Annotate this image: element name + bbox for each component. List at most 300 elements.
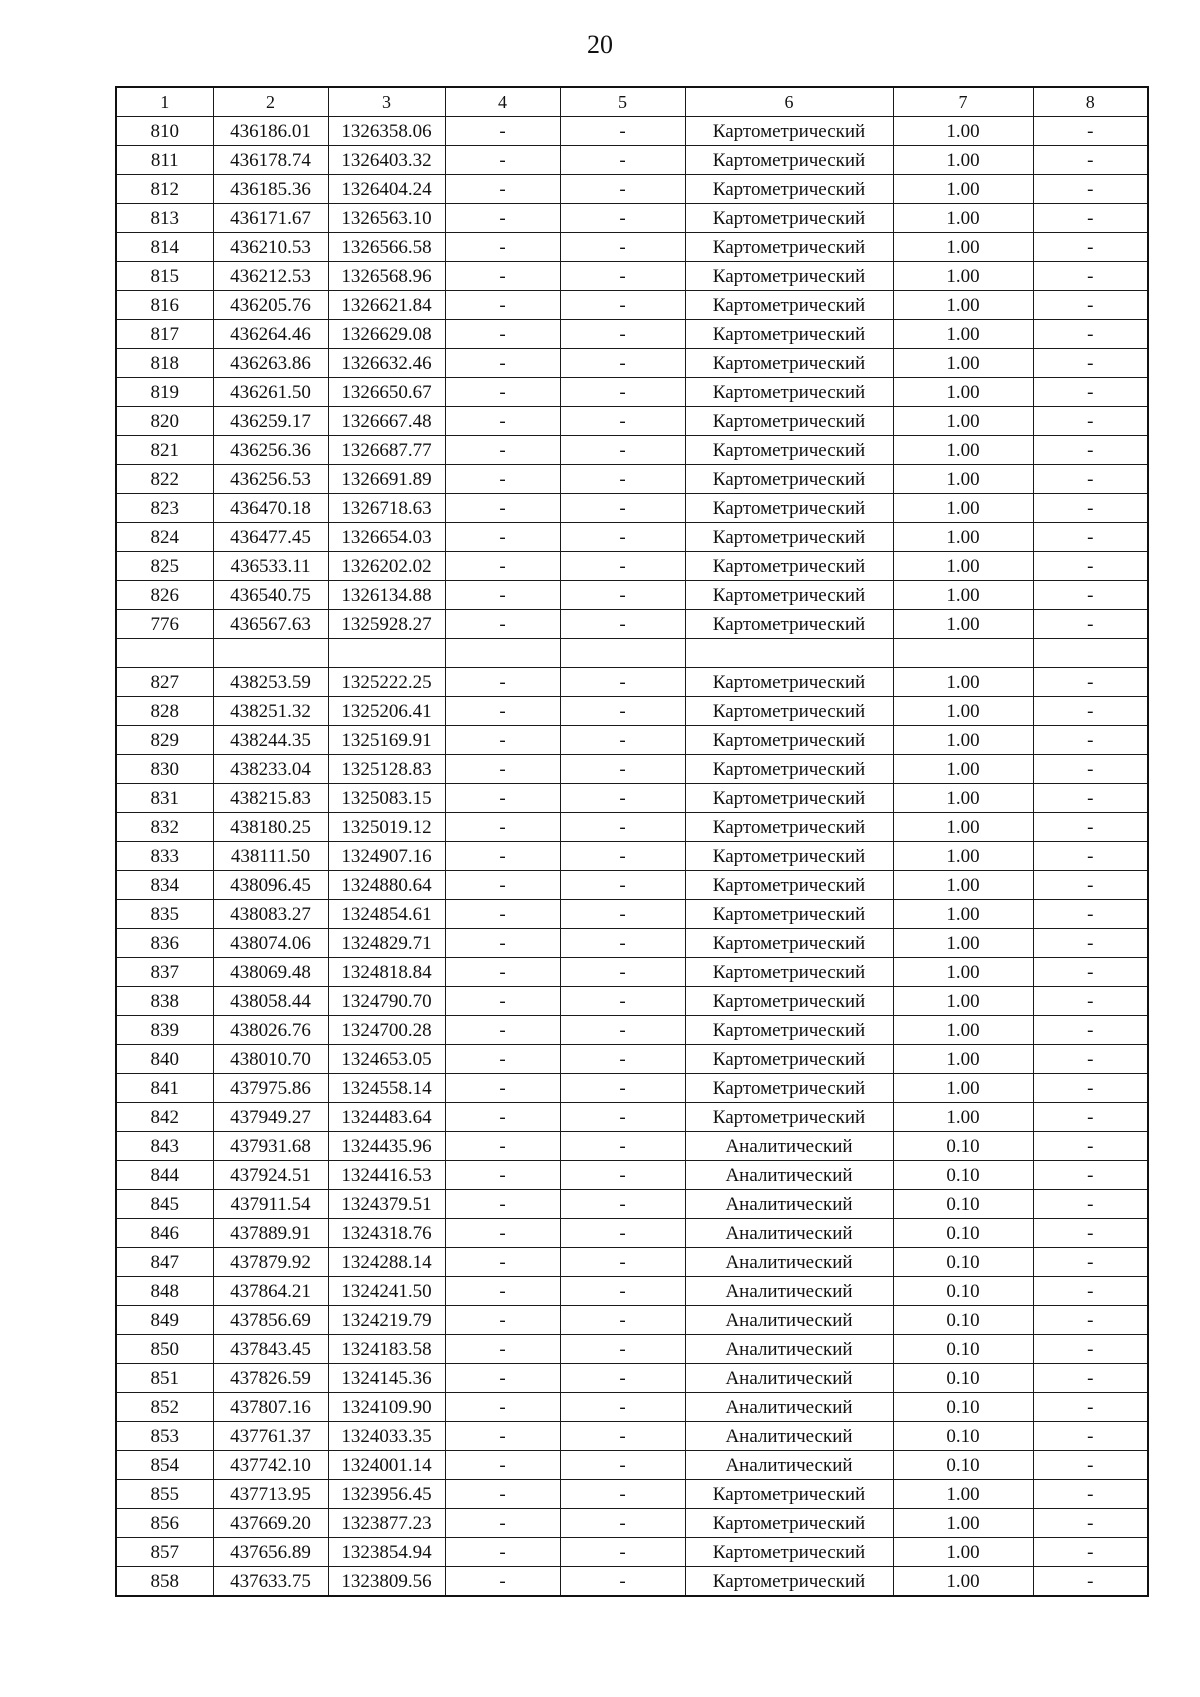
table-cell: - bbox=[1033, 1335, 1148, 1364]
table-cell: 1.00 bbox=[893, 291, 1033, 320]
table-cell: 0.10 bbox=[893, 1364, 1033, 1393]
table-cell: 1.00 bbox=[893, 262, 1033, 291]
table-cell: 0.10 bbox=[893, 1422, 1033, 1451]
table-cell: 438074.06 bbox=[213, 929, 328, 958]
table-cell: - bbox=[1033, 755, 1148, 784]
table-cell: 814 bbox=[116, 233, 213, 262]
table-row bbox=[116, 494, 1148, 523]
table-row bbox=[116, 1016, 1148, 1045]
table-row bbox=[116, 436, 1148, 465]
table-cell: 1.00 bbox=[893, 465, 1033, 494]
table-cell: - bbox=[560, 233, 685, 262]
table-cell: Картометрический bbox=[685, 378, 893, 407]
table-cell: - bbox=[1033, 1422, 1148, 1451]
table-cell: 1.00 bbox=[893, 320, 1033, 349]
table-row bbox=[116, 1045, 1148, 1074]
table-row bbox=[116, 349, 1148, 378]
table-row bbox=[116, 1451, 1148, 1480]
table-cell: 1.00 bbox=[893, 494, 1033, 523]
table-cell: 1324435.96 bbox=[328, 1132, 445, 1161]
table-cell: Аналитический bbox=[685, 1335, 893, 1364]
table-cell: - bbox=[1033, 494, 1148, 523]
table-cell: - bbox=[560, 610, 685, 639]
table-cell: - bbox=[1033, 610, 1148, 639]
table-row bbox=[116, 1538, 1148, 1567]
table-cell: 0.10 bbox=[893, 1219, 1033, 1248]
table-cell: - bbox=[560, 146, 685, 175]
table-cell: 1326621.84 bbox=[328, 291, 445, 320]
table-cell: 436178.74 bbox=[213, 146, 328, 175]
table-cell: - bbox=[1033, 117, 1148, 146]
table-cell bbox=[445, 639, 560, 668]
table-cell: Картометрический bbox=[685, 1480, 893, 1509]
table-cell: Картометрический bbox=[685, 494, 893, 523]
table-cell: 1324109.90 bbox=[328, 1393, 445, 1422]
table-cell: 436264.46 bbox=[213, 320, 328, 349]
table-cell: 1.00 bbox=[893, 1509, 1033, 1538]
table-cell: - bbox=[1033, 233, 1148, 262]
table-cell: 437713.95 bbox=[213, 1480, 328, 1509]
table-cell: 1324219.79 bbox=[328, 1306, 445, 1335]
table-cell: 436256.36 bbox=[213, 436, 328, 465]
table-cell: 812 bbox=[116, 175, 213, 204]
table-cell: - bbox=[445, 900, 560, 929]
table-cell: 1326403.32 bbox=[328, 146, 445, 175]
table-cell: - bbox=[560, 900, 685, 929]
table-cell: - bbox=[1033, 1016, 1148, 1045]
table-row bbox=[116, 233, 1148, 262]
table-cell: - bbox=[560, 436, 685, 465]
table-cell: 436259.17 bbox=[213, 407, 328, 436]
table-cell: 1326629.08 bbox=[328, 320, 445, 349]
table-cell: 437826.59 bbox=[213, 1364, 328, 1393]
table-cell: 437807.16 bbox=[213, 1393, 328, 1422]
table-cell: - bbox=[1033, 1364, 1148, 1393]
table-cell: 1324318.76 bbox=[328, 1219, 445, 1248]
table-cell: - bbox=[560, 117, 685, 146]
table-cell: 1.00 bbox=[893, 697, 1033, 726]
table-cell: - bbox=[560, 1451, 685, 1480]
table-cell: - bbox=[1033, 291, 1148, 320]
table-cell: 1324033.35 bbox=[328, 1422, 445, 1451]
table-cell: - bbox=[445, 755, 560, 784]
table-cell: 1326691.89 bbox=[328, 465, 445, 494]
table-cell: 0.10 bbox=[893, 1451, 1033, 1480]
table-cell: - bbox=[1033, 1161, 1148, 1190]
table-cell: 1326650.67 bbox=[328, 378, 445, 407]
table-cell: Аналитический bbox=[685, 1161, 893, 1190]
table-cell: - bbox=[1033, 465, 1148, 494]
table-cell: 829 bbox=[116, 726, 213, 755]
table-cell: 1.00 bbox=[893, 581, 1033, 610]
table-cell: 1324379.51 bbox=[328, 1190, 445, 1219]
table-cell: 1324483.64 bbox=[328, 1103, 445, 1132]
table-cell: - bbox=[560, 755, 685, 784]
table-cell: 853 bbox=[116, 1422, 213, 1451]
table-cell: 438215.83 bbox=[213, 784, 328, 813]
table-cell: Картометрический bbox=[685, 552, 893, 581]
table-cell: - bbox=[445, 958, 560, 987]
table-cell: 836 bbox=[116, 929, 213, 958]
table-cell: 1.00 bbox=[893, 552, 1033, 581]
table-cell bbox=[116, 639, 213, 668]
table-cell: 1324818.84 bbox=[328, 958, 445, 987]
table-cell: Картометрический bbox=[685, 929, 893, 958]
table-cell: 1.00 bbox=[893, 1480, 1033, 1509]
table-cell: 1.00 bbox=[893, 987, 1033, 1016]
table-cell: 1324653.05 bbox=[328, 1045, 445, 1074]
table-cell: Аналитический bbox=[685, 1132, 893, 1161]
table-cell: 837 bbox=[116, 958, 213, 987]
table-row bbox=[116, 175, 1148, 204]
table-cell: 1323956.45 bbox=[328, 1480, 445, 1509]
table-cell: - bbox=[560, 175, 685, 204]
table-cell: 846 bbox=[116, 1219, 213, 1248]
table-cell: 436171.67 bbox=[213, 204, 328, 233]
table-cell: 1.00 bbox=[893, 958, 1033, 987]
table-cell: - bbox=[445, 175, 560, 204]
table-cell: - bbox=[1033, 784, 1148, 813]
table-cell: 1324829.71 bbox=[328, 929, 445, 958]
table-cell: 855 bbox=[116, 1480, 213, 1509]
table-row bbox=[116, 900, 1148, 929]
table-cell: - bbox=[1033, 900, 1148, 929]
page-number: 20 bbox=[587, 30, 613, 59]
table-cell: 1326202.02 bbox=[328, 552, 445, 581]
table-row bbox=[116, 1422, 1148, 1451]
table-cell: - bbox=[560, 494, 685, 523]
table-cell: Картометрический bbox=[685, 1538, 893, 1567]
table-cell bbox=[1033, 639, 1148, 668]
table-cell: Картометрический bbox=[685, 987, 893, 1016]
table-cell: 437633.75 bbox=[213, 1567, 328, 1597]
table-cell: - bbox=[560, 1103, 685, 1132]
table-cell: 840 bbox=[116, 1045, 213, 1074]
table-cell: - bbox=[1033, 1074, 1148, 1103]
table-cell: - bbox=[1033, 349, 1148, 378]
table-cell: 1.00 bbox=[893, 755, 1033, 784]
table-cell bbox=[328, 639, 445, 668]
table-cell: 1.00 bbox=[893, 842, 1033, 871]
table-cell: - bbox=[560, 1190, 685, 1219]
table-cell: 832 bbox=[116, 813, 213, 842]
table-cell: 1.00 bbox=[893, 1074, 1033, 1103]
table-row bbox=[116, 813, 1148, 842]
table-cell: 1.00 bbox=[893, 900, 1033, 929]
table-cell: - bbox=[1033, 436, 1148, 465]
table-cell: - bbox=[560, 987, 685, 1016]
table-cell: 438233.04 bbox=[213, 755, 328, 784]
table-cell: 1.00 bbox=[893, 523, 1033, 552]
table-cell: 0.10 bbox=[893, 1248, 1033, 1277]
table-cell: - bbox=[560, 1480, 685, 1509]
table-row bbox=[116, 378, 1148, 407]
table-cell: 1.00 bbox=[893, 1538, 1033, 1567]
table-cell: - bbox=[445, 842, 560, 871]
table-cell: Аналитический bbox=[685, 1364, 893, 1393]
table-cell: 1324241.50 bbox=[328, 1277, 445, 1306]
table-cell: Картометрический bbox=[685, 146, 893, 175]
table-cell: 848 bbox=[116, 1277, 213, 1306]
table-row bbox=[116, 146, 1148, 175]
table-cell: 850 bbox=[116, 1335, 213, 1364]
table-cell: - bbox=[445, 581, 560, 610]
table-cell: 1.00 bbox=[893, 1016, 1033, 1045]
column-header-6: 6 bbox=[685, 87, 893, 117]
table-cell: - bbox=[1033, 1277, 1148, 1306]
table-cell: Картометрический bbox=[685, 813, 893, 842]
table-cell: - bbox=[445, 1277, 560, 1306]
table-row bbox=[116, 755, 1148, 784]
column-header-4: 4 bbox=[445, 87, 560, 117]
table-cell: - bbox=[445, 1306, 560, 1335]
table-cell: - bbox=[560, 726, 685, 755]
table-cell: 1325206.41 bbox=[328, 697, 445, 726]
table-cell: 851 bbox=[116, 1364, 213, 1393]
table-cell: 1324001.14 bbox=[328, 1451, 445, 1480]
table-cell: 1.00 bbox=[893, 233, 1033, 262]
table-cell: - bbox=[560, 871, 685, 900]
table-cell: 1.00 bbox=[893, 436, 1033, 465]
column-header-7: 7 bbox=[893, 87, 1033, 117]
table-row bbox=[116, 1480, 1148, 1509]
table-cell: 438244.35 bbox=[213, 726, 328, 755]
table-row bbox=[116, 117, 1148, 146]
table-cell: 1326358.06 bbox=[328, 117, 445, 146]
table-cell: 1326667.48 bbox=[328, 407, 445, 436]
table-cell: Аналитический bbox=[685, 1277, 893, 1306]
table-cell: 1324790.70 bbox=[328, 987, 445, 1016]
table-cell: - bbox=[560, 1335, 685, 1364]
table-cell: 436533.11 bbox=[213, 552, 328, 581]
table-cell: 1324700.28 bbox=[328, 1016, 445, 1045]
table-cell: - bbox=[560, 958, 685, 987]
table-row bbox=[116, 1364, 1148, 1393]
table-row bbox=[116, 871, 1148, 900]
table-cell: Картометрический bbox=[685, 610, 893, 639]
table-cell: 847 bbox=[116, 1248, 213, 1277]
table-row bbox=[116, 987, 1148, 1016]
table-cell: - bbox=[1033, 1393, 1148, 1422]
table-row bbox=[116, 320, 1148, 349]
table-cell: 436261.50 bbox=[213, 378, 328, 407]
table-cell: - bbox=[445, 1103, 560, 1132]
table-cell: 436212.53 bbox=[213, 262, 328, 291]
table-cell: 1326134.88 bbox=[328, 581, 445, 610]
table-cell: - bbox=[1033, 1248, 1148, 1277]
table-cell: Картометрический bbox=[685, 436, 893, 465]
table-cell: 1.00 bbox=[893, 1567, 1033, 1597]
column-header-2: 2 bbox=[213, 87, 328, 117]
table-cell: - bbox=[445, 1074, 560, 1103]
table-cell: - bbox=[1033, 1451, 1148, 1480]
column-header-5: 5 bbox=[560, 87, 685, 117]
table-cell: 436205.76 bbox=[213, 291, 328, 320]
table-cell: 437761.37 bbox=[213, 1422, 328, 1451]
table-cell: - bbox=[445, 1219, 560, 1248]
table-cell: 1325019.12 bbox=[328, 813, 445, 842]
table-cell: 1323877.23 bbox=[328, 1509, 445, 1538]
table-cell: Картометрический bbox=[685, 117, 893, 146]
table-cell: - bbox=[560, 407, 685, 436]
table-cell: - bbox=[560, 1219, 685, 1248]
table-cell: 438251.32 bbox=[213, 697, 328, 726]
table-cell: 1.00 bbox=[893, 929, 1033, 958]
table-cell: 828 bbox=[116, 697, 213, 726]
table-cell: Аналитический bbox=[685, 1451, 893, 1480]
table-cell: 438010.70 bbox=[213, 1045, 328, 1074]
table-cell: - bbox=[1033, 146, 1148, 175]
table-cell: Картометрический bbox=[685, 668, 893, 697]
table-cell: 854 bbox=[116, 1451, 213, 1480]
table-cell: Картометрический bbox=[685, 1045, 893, 1074]
table-cell: - bbox=[560, 1132, 685, 1161]
table-row bbox=[116, 1219, 1148, 1248]
column-header-1: 1 bbox=[116, 87, 213, 117]
table-cell: - bbox=[445, 1538, 560, 1567]
table-cell: 1.00 bbox=[893, 349, 1033, 378]
table-cell: - bbox=[560, 320, 685, 349]
table-cell: 437889.91 bbox=[213, 1219, 328, 1248]
table-cell: 1.00 bbox=[893, 204, 1033, 233]
table-cell: Картометрический bbox=[685, 1567, 893, 1597]
table-cell: Аналитический bbox=[685, 1190, 893, 1219]
table-cell: 813 bbox=[116, 204, 213, 233]
table-cell: 1326654.03 bbox=[328, 523, 445, 552]
table-cell: 826 bbox=[116, 581, 213, 610]
table-cell: 824 bbox=[116, 523, 213, 552]
table-cell: - bbox=[1033, 929, 1148, 958]
table-cell: 1323854.94 bbox=[328, 1538, 445, 1567]
table-cell: 858 bbox=[116, 1567, 213, 1597]
table-cell: 0.10 bbox=[893, 1161, 1033, 1190]
table-cell: 437949.27 bbox=[213, 1103, 328, 1132]
table-cell: - bbox=[445, 1567, 560, 1597]
table-row bbox=[116, 291, 1148, 320]
table-cell: 438096.45 bbox=[213, 871, 328, 900]
table-cell: 1326563.10 bbox=[328, 204, 445, 233]
table-cell: 1324288.14 bbox=[328, 1248, 445, 1277]
table-cell: - bbox=[1033, 1045, 1148, 1074]
table-cell: 818 bbox=[116, 349, 213, 378]
table-cell: - bbox=[560, 813, 685, 842]
table-cell: 1326566.58 bbox=[328, 233, 445, 262]
table-cell: Картометрический bbox=[685, 697, 893, 726]
table-cell: - bbox=[445, 1393, 560, 1422]
table-cell: 1.00 bbox=[893, 146, 1033, 175]
table-cell: 1325169.91 bbox=[328, 726, 445, 755]
table-cell: Картометрический bbox=[685, 204, 893, 233]
table-cell: 834 bbox=[116, 871, 213, 900]
table-cell: - bbox=[445, 813, 560, 842]
table-cell: - bbox=[1033, 1538, 1148, 1567]
table-cell: - bbox=[445, 1364, 560, 1393]
table-cell: 1325222.25 bbox=[328, 668, 445, 697]
table-cell: - bbox=[445, 552, 560, 581]
table-body bbox=[116, 117, 1148, 1597]
table-cell: 833 bbox=[116, 842, 213, 871]
table-cell: - bbox=[445, 1016, 560, 1045]
table-row bbox=[116, 1132, 1148, 1161]
table-cell: 845 bbox=[116, 1190, 213, 1219]
table-cell: 0.10 bbox=[893, 1190, 1033, 1219]
table-cell: 844 bbox=[116, 1161, 213, 1190]
table-cell: Картометрический bbox=[685, 291, 893, 320]
table-cell: 436540.75 bbox=[213, 581, 328, 610]
table-cell: 1.00 bbox=[893, 726, 1033, 755]
table-cell: 1.00 bbox=[893, 1045, 1033, 1074]
table-cell: - bbox=[560, 291, 685, 320]
table-cell: - bbox=[445, 1451, 560, 1480]
table-row bbox=[116, 842, 1148, 871]
table-cell: - bbox=[445, 987, 560, 1016]
table-cell: 437931.68 bbox=[213, 1132, 328, 1161]
table-cell: - bbox=[560, 523, 685, 552]
table-cell bbox=[560, 639, 685, 668]
table-cell: 815 bbox=[116, 262, 213, 291]
table-cell: 817 bbox=[116, 320, 213, 349]
table-cell: - bbox=[445, 1509, 560, 1538]
table-cell: 438111.50 bbox=[213, 842, 328, 871]
table-cell: - bbox=[560, 204, 685, 233]
table-cell: 1.00 bbox=[893, 378, 1033, 407]
table-cell: 1324145.36 bbox=[328, 1364, 445, 1393]
table-cell: Картометрический bbox=[685, 262, 893, 291]
table-cell: Картометрический bbox=[685, 1509, 893, 1538]
coordinates-table bbox=[115, 86, 1149, 1597]
table-cell: 0.10 bbox=[893, 1277, 1033, 1306]
table-cell: - bbox=[445, 378, 560, 407]
table-cell: 1325128.83 bbox=[328, 755, 445, 784]
table-cell: Картометрический bbox=[685, 842, 893, 871]
table-cell: - bbox=[445, 523, 560, 552]
table-cell: - bbox=[560, 1074, 685, 1103]
table-cell: 0.10 bbox=[893, 1393, 1033, 1422]
table-cell: - bbox=[1033, 726, 1148, 755]
table-cell: Картометрический bbox=[685, 320, 893, 349]
table-row bbox=[116, 1074, 1148, 1103]
table-cell: 827 bbox=[116, 668, 213, 697]
table-row bbox=[116, 204, 1148, 233]
table-cell: 437656.89 bbox=[213, 1538, 328, 1567]
table-row bbox=[116, 262, 1148, 291]
table-cell: 436263.86 bbox=[213, 349, 328, 378]
table-cell: - bbox=[560, 1538, 685, 1567]
table-cell: 1326404.24 bbox=[328, 175, 445, 204]
table-cell: 436210.53 bbox=[213, 233, 328, 262]
table-cell: - bbox=[445, 784, 560, 813]
table-cell: - bbox=[445, 262, 560, 291]
table-cell: - bbox=[445, 726, 560, 755]
table-cell: - bbox=[445, 407, 560, 436]
table-cell bbox=[213, 639, 328, 668]
table-cell: - bbox=[445, 494, 560, 523]
table-cell: 1326718.63 bbox=[328, 494, 445, 523]
table-cell: - bbox=[560, 1422, 685, 1451]
table-cell: 1.00 bbox=[893, 175, 1033, 204]
table-cell: 438058.44 bbox=[213, 987, 328, 1016]
table-cell: 843 bbox=[116, 1132, 213, 1161]
table-row bbox=[116, 523, 1148, 552]
table-cell: Картометрический bbox=[685, 1103, 893, 1132]
table-cell: - bbox=[1033, 581, 1148, 610]
table-cell: 776 bbox=[116, 610, 213, 639]
table-cell: - bbox=[1033, 175, 1148, 204]
table-cell: 437911.54 bbox=[213, 1190, 328, 1219]
table-cell: Аналитический bbox=[685, 1219, 893, 1248]
table-cell: - bbox=[560, 262, 685, 291]
table-cell: - bbox=[445, 1045, 560, 1074]
